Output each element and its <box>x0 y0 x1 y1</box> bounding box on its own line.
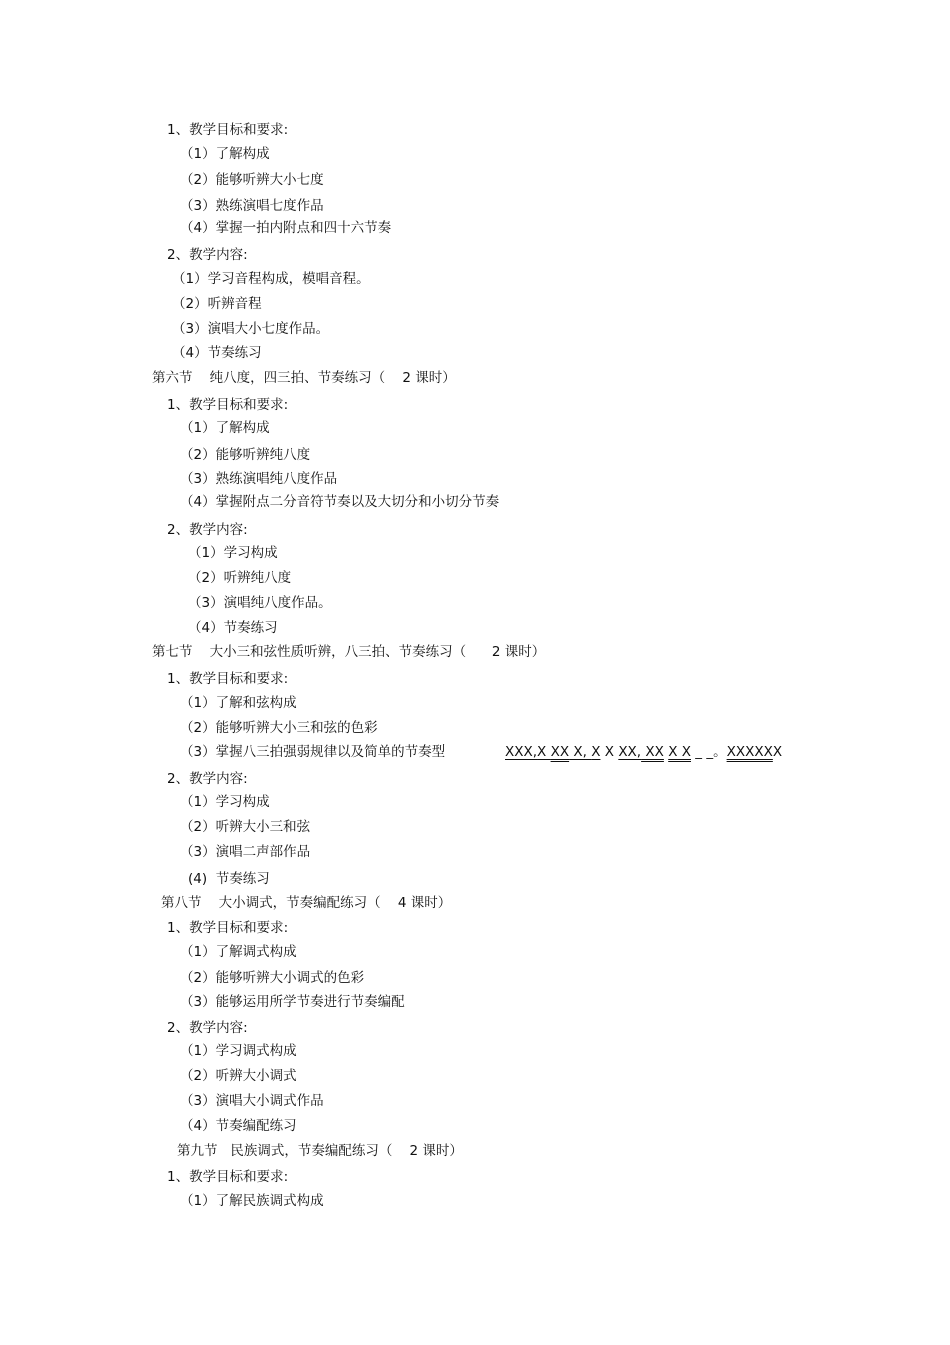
rhythm-group-12: XXXXX <box>726 744 773 760</box>
rhythm-group-13: X <box>772 744 783 760</box>
rhythm-group-3: XX <box>550 744 570 760</box>
s5-content-1: （1）学习音程构成，模唱音程。 <box>172 271 370 287</box>
s8-content-2: （2）听辨大小调式 <box>180 1068 297 1084</box>
rhythm-group-7: XX, <box>618 744 642 760</box>
s6-goals-heading: 1、教学目标和要求: <box>167 397 289 413</box>
section-9-title: 第九节 民族调式，节奏编配练习（ 2 课时） <box>177 1143 463 1159</box>
s8-content-3: （3）演唱大小调式作品 <box>180 1093 324 1109</box>
s5-content-3: （3）演唱大小七度作品。 <box>172 321 330 337</box>
s9-goals-heading: 1、教学目标和要求: <box>167 1169 289 1185</box>
rhythm-group-2: X <box>537 744 551 760</box>
rhythm-group-6: X <box>600 744 619 760</box>
rhythm-group-5: X <box>591 744 601 760</box>
s7-goal-2: （2）能够听辨大小三和弦的色彩 <box>180 720 378 736</box>
s7-goals-heading: 1、教学目标和要求: <box>167 671 289 687</box>
rhythm-group-4: X, <box>569 744 592 760</box>
s6-goal-1: （1）了解构成 <box>180 420 270 436</box>
s5-content-heading: 2、教学内容: <box>167 247 248 263</box>
s7-content-1: （1）学习构成 <box>180 794 270 810</box>
s5-goal-3: （3）熟练演唱七度作品 <box>180 198 324 214</box>
s6-content-4: （4）节奏练习 <box>188 620 278 636</box>
rhythm-group-10: X X <box>668 744 691 760</box>
rhythm-pattern <box>505 743 808 763</box>
section-8-title: 第八节 大小调式，节奏编配练习（ 4 课时） <box>161 895 452 911</box>
s7-content-2: （2）听辨大小三和弦 <box>180 819 311 835</box>
rhythm-group-1: XXX, <box>505 744 538 760</box>
s5-goal-2: （2）能够听辨大小七度 <box>180 172 324 188</box>
section-6-title: 第六节 纯八度，四三拍、节奏练习（ 2 课时） <box>152 370 456 386</box>
s8-content-heading: 2、教学内容: <box>167 1020 248 1036</box>
s8-goals-heading: 1、教学目标和要求: <box>167 920 289 936</box>
section-7-title: 第七节 大小三和弦性质听辨，八三拍、节奏练习（ 2 课时） <box>152 644 546 660</box>
s8-content-1: （1）学习调式构成 <box>180 1043 297 1059</box>
rhythm-group-11: _ _。 <box>691 744 727 760</box>
s6-goal-2: （2）能够听辨纯八度 <box>180 447 311 463</box>
s6-content-heading: 2、教学内容: <box>167 522 248 538</box>
s7-goal-3: （3）掌握八三拍强弱规律以及简单的节奏型 <box>180 744 446 760</box>
rhythm-group-8: XX <box>641 744 664 760</box>
s7-content-heading: 2、教学内容: <box>167 771 248 787</box>
s8-goal-3: （3）能够运用所学节奏进行节奏编配 <box>180 994 405 1010</box>
s6-content-2: （2）听辨纯八度 <box>188 570 292 586</box>
s6-content-1: （1）学习构成 <box>188 545 278 561</box>
s5-goal-1: （1）了解构成 <box>180 146 270 162</box>
s5-content-4: （4）节奏练习 <box>172 345 262 361</box>
s8-goal-2: （2）能够听辨大小调式的色彩 <box>180 970 365 986</box>
s9-goal-1: （1）了解民族调式构成 <box>180 1193 324 1209</box>
s7-content-3: （3）演唱二声部作品 <box>180 844 311 860</box>
s8-content-4: （4）节奏编配练习 <box>180 1118 297 1134</box>
s6-content-3: （3）演唱纯八度作品。 <box>188 595 332 611</box>
s6-goal-4: （4）掌握附点二分音符节奏以及大切分和小切分节奏 <box>180 494 500 510</box>
s6-goal-3: （3）熟练演唱纯八度作品 <box>180 471 338 487</box>
s8-goal-1: （1）了解调式构成 <box>180 944 297 960</box>
s5-content-2: （2）听辨音程 <box>172 296 262 312</box>
s5-goals-heading: 1、教学目标和要求: <box>167 122 289 138</box>
s7-goal-1: （1）了解和弦构成 <box>180 695 297 711</box>
s7-content-4: (4) 节奏练习 <box>188 871 270 887</box>
s5-goal-4: （4）掌握一拍内附点和四十六节奏 <box>180 220 392 236</box>
